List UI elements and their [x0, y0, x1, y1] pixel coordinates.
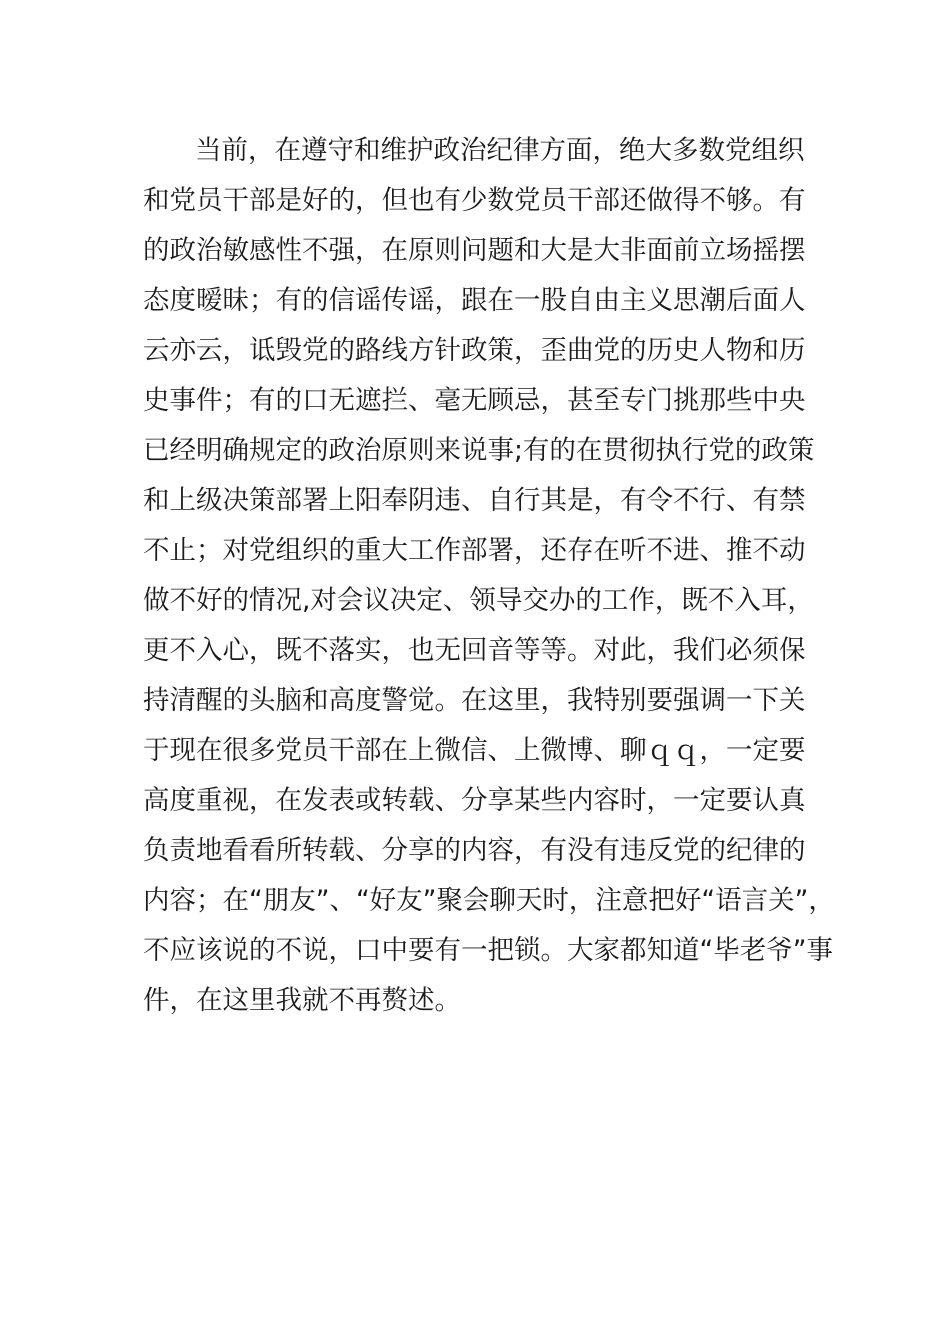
paragraph-line-13: 于现在很多党员干部在上微信、上微博、聊ｑｑ，一定要 — [143, 735, 806, 766]
paragraph-line-8: 和上级决策部署上阳奉阴违、自行其是，有令不行、有禁 — [143, 485, 806, 516]
paragraph-line-7: 已经明确规定的政治原则来说事;有的在贯彻执行党的政策 — [143, 435, 815, 466]
paragraph-line-3: 的政治敏感性不强，在原则问题和大是大非面前立场摇摆 — [143, 235, 806, 266]
paragraph-line-6: 史事件；有的口无遮拦、毫无顾忌，甚至专门挑那些中央 — [143, 385, 806, 416]
paragraph-line-11: 更不入心，既不落实，也无回音等等。对此，我们必须保 — [143, 635, 806, 666]
paragraph-line-2: 和党员干部是好的，但也有少数党员干部还做得不够。有 — [143, 185, 806, 216]
paragraph-line-16: 内容；在“朋友”、“好友”聚会聊天时，注意把好“语言关”， — [143, 885, 835, 916]
paragraph-line-12: 持清醒的头脑和高度警觉。在这里，我特别要强调一下关 — [143, 685, 806, 716]
paragraph-line-9: 不止；对党组织的重大工作部署，还存在听不进、推不动 — [143, 535, 806, 566]
paragraph-line-10: 做不好的情况,对会议决定、领导交办的工作，既不入耳， — [143, 585, 814, 616]
paragraph-line-14: 高度重视，在发表或转载、分享某些内容时，一定要认真 — [143, 785, 806, 816]
paragraph-line-15: 负责地看看所转载、分享的内容，有没有违反党的纪律的 — [143, 835, 806, 866]
paragraph-line-17: 不应该说的不说，口中要有一把锁。大家都知道“毕老爷”事 — [143, 935, 833, 966]
paragraph-line-4: 态度暧昧；有的信谣传谣，跟在一股自由主义思潮后面人 — [143, 285, 806, 316]
body-paragraph — [143, 126, 835, 1026]
paragraph-line-5: 云亦云，诋毁党的路线方针政策，歪曲党的历史人物和历 — [143, 335, 806, 366]
paragraph-line-18: 件，在这里我就不再赘述。 — [143, 985, 461, 1016]
paragraph-line-1: 当前，在遵守和维护政治纪律方面，绝大多数党组织 — [195, 135, 805, 166]
